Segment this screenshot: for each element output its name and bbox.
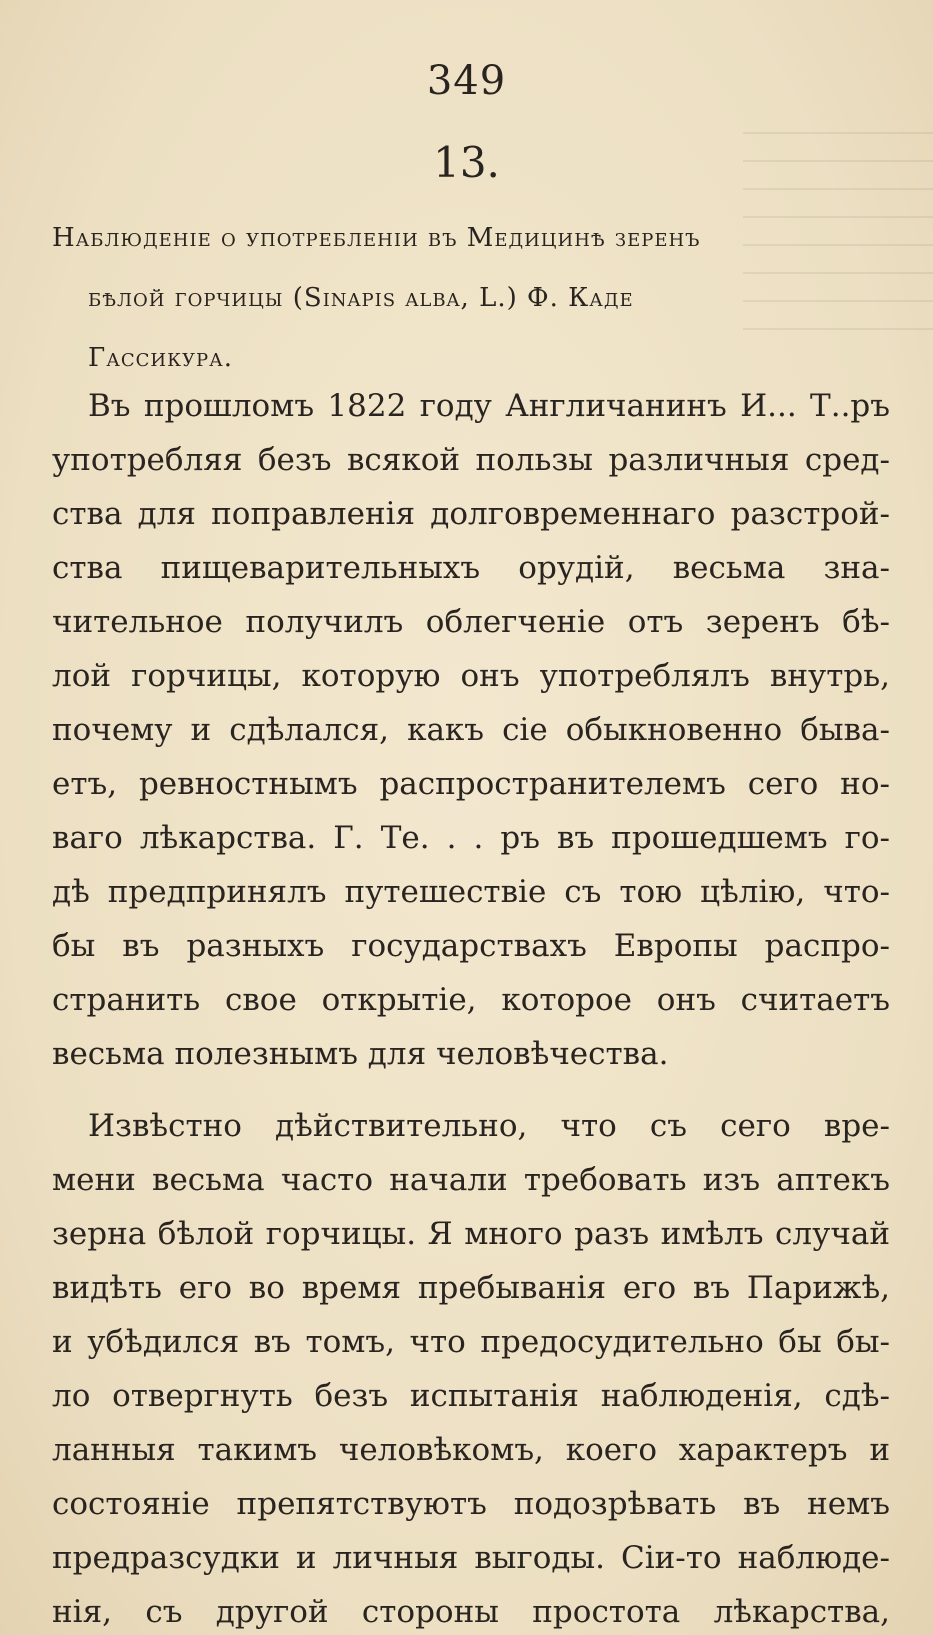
paragraph-line: ства пищеварительныхъ орудiй, весьма зна- [52,550,890,586]
paragraph-line: употребляя безъ всякой пользы различныя сред- [52,442,890,478]
section-number: 13. [433,138,500,187]
paragraph-line: Извѣстно дѣйствительно, что съ сего вре- [88,1108,890,1144]
paragraph-line: ланныя такимъ человѣкомъ, коего характеръ и [52,1432,890,1468]
paragraph-line: предразсудки и личныя выгоды. Сiи-то наблюде- [52,1540,890,1576]
paragraph-line: лой горчицы, которую онъ употреблялъ внутрь, [52,658,890,694]
paragraph-line: состоянiе препятствуютъ подозрѣвать въ немъ [52,1486,890,1522]
paragraph-line: ло отвергнуть безъ испытанiя наблюденiя, сдѣ- [52,1378,890,1414]
article-heading-line: бѣлой горчицы (Sinapis alba, L.) Ф. Каде [88,283,634,313]
article-heading-line: Наблюденiе о употребленiи въ Медицинѣ зеренъ [52,223,701,253]
paragraph-line: ваго лѣкарства. Г. Те. . . ръ въ прошедшемъ го- [52,820,890,856]
paragraph-line: етъ, ревностнымъ распространителемъ сего но- [52,766,890,802]
paragraph-line: видѣть его во время пребыванiя его въ Парижѣ, [52,1270,890,1306]
page-number: 349 [426,58,507,104]
paragraph-line: почему и сдѣлался, какъ сiе обыкновенно быва- [52,712,890,748]
paragraph-line: нiя, съ другой стороны простота лѣкарства, [52,1594,890,1630]
article-heading-line: Гассикура. [88,343,234,373]
paragraph-line: странить свое открытiе, которое онъ считаетъ [52,982,890,1018]
paragraph-line: мени весьма часто начали требовать изъ аптекъ [52,1162,890,1198]
paragraph-line: ства для поправленiя долговременнаго разстрой- [52,496,890,532]
paragraph-line: Въ прошломъ 1822 году Англичанинъ И... Т..ръ [88,388,890,424]
paragraph-line: бы въ разныхъ государствахъ Европы распро- [52,928,890,964]
paragraph-line: дѣ предпринялъ путешествiе съ тою цѣлiю, что- [52,874,890,910]
paragraph-line: чительное получилъ облегченiе отъ зеренъ бѣ- [52,604,890,640]
paragraph-line: зерна бѣлой горчицы. Я много разъ имѣлъ случай [52,1216,890,1252]
paragraph-line: и убѣдился въ томъ, что предосудительно бы бы- [52,1324,890,1360]
paragraph-line: весьма полезнымъ для человѣчества. [52,1036,669,1072]
